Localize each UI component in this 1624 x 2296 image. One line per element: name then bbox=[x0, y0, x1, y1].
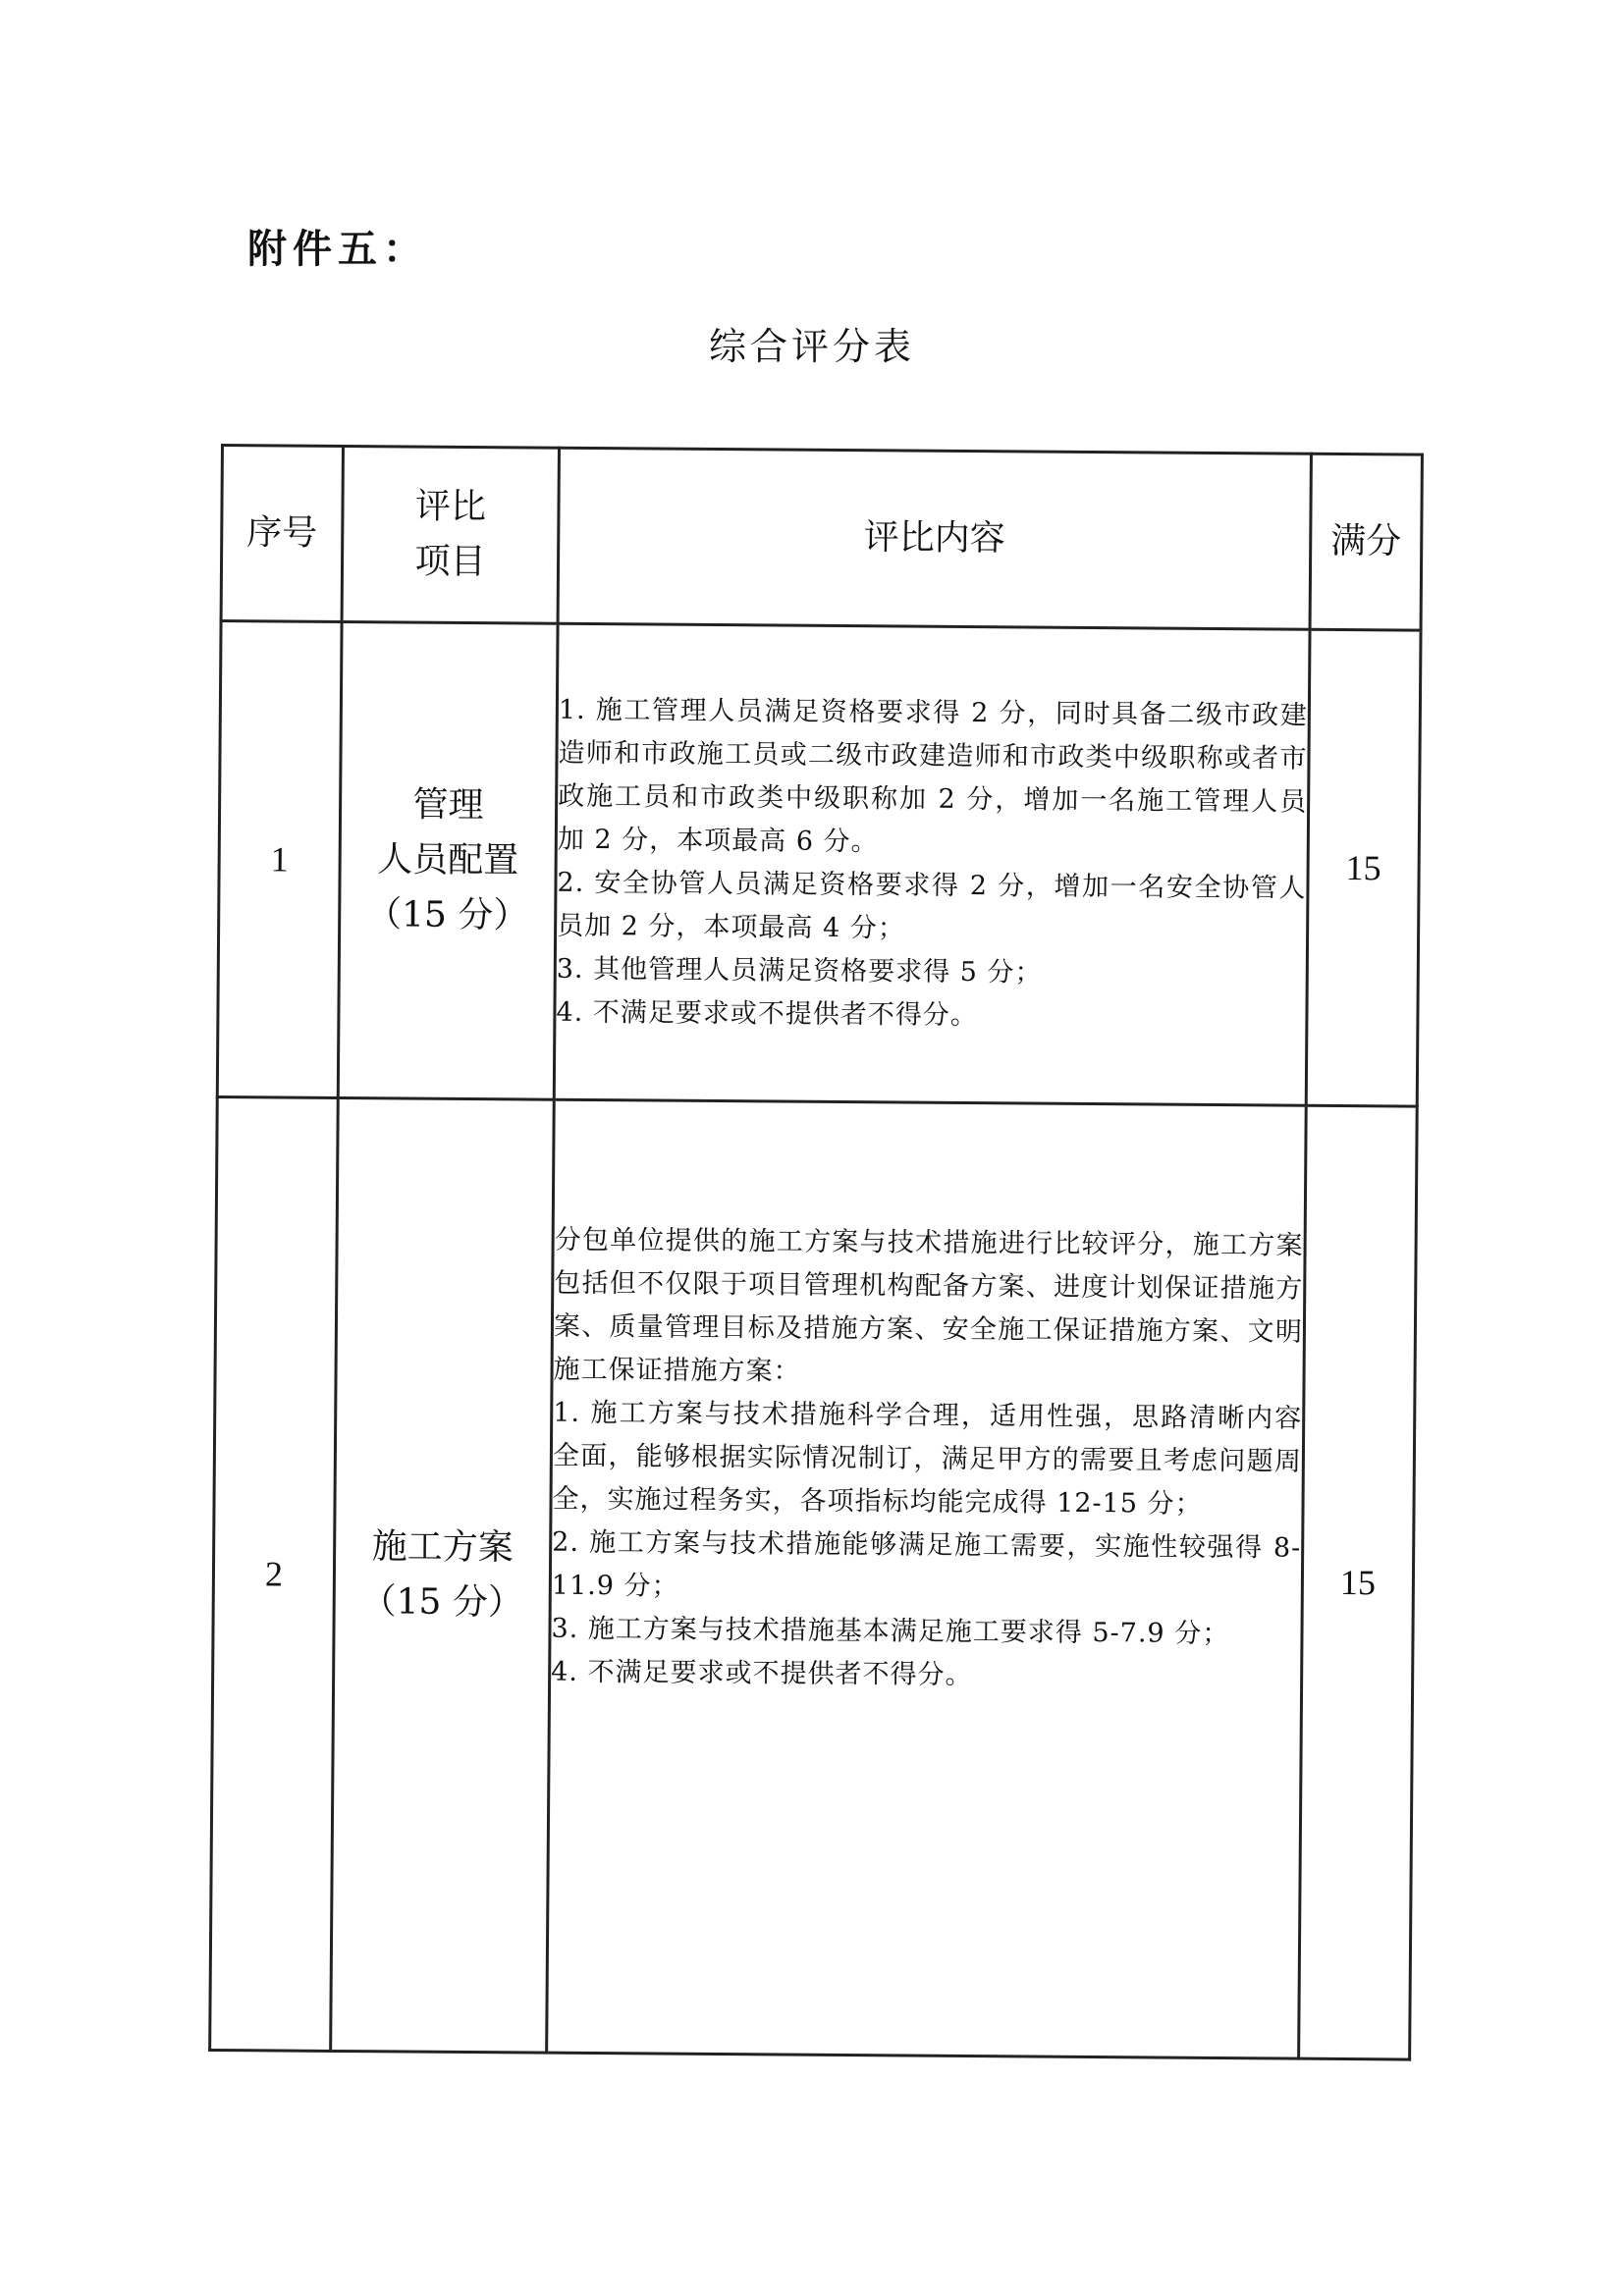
table-header bbox=[221, 446, 1422, 631]
row-item-line1: 管理 bbox=[412, 784, 484, 827]
header-full-score: 满分 bbox=[1310, 454, 1422, 630]
table-row bbox=[210, 1096, 1418, 2059]
header-item-line1: 评比 bbox=[414, 486, 487, 528]
attachment-label: 附件五： bbox=[247, 226, 428, 272]
content-paragraph: 1. 施工管理人员满足资格要求得 2 分，同时具备二级市政建造师和市政施工员或二级市政建造师和市政类中级职称或者市政施工员和市政类中级职称加 2 分，增加一名施工管理人员加 2 分，本项最高 6 分。 bbox=[557, 694, 1308, 858]
header-item bbox=[342, 446, 559, 623]
row-item-line3: （15 分） bbox=[365, 894, 529, 936]
header-index: 序号 bbox=[221, 446, 343, 622]
header-row bbox=[221, 446, 1422, 631]
row-full-score: 15 bbox=[1306, 629, 1421, 1106]
row-item-line2: （15 分） bbox=[360, 1581, 524, 1624]
header-item-line2: 项目 bbox=[414, 541, 486, 583]
content-paragraph: 3. 其他管理人员满足资格要求得 5 分； bbox=[556, 953, 1043, 988]
header-content: 评比内容 bbox=[558, 448, 1311, 629]
content-paragraph: 1. 施工方案与技术措施科学合理，适用性强，思路清晰内容全面，能够根据实际情况制订，满足甲方的需要且考虑问题周全，实施过程务实，各项指标均能完成得 12-15 分； bbox=[552, 1397, 1303, 1520]
content-paragraph: 2. 施工方案与技术措施能够满足施工需要，实施性较强得 8-11.9 分； bbox=[551, 1526, 1302, 1602]
row-content bbox=[547, 1099, 1307, 2058]
row-full-score: 15 bbox=[1299, 1105, 1418, 2059]
table-row bbox=[217, 621, 1421, 1107]
row-index: 1 bbox=[217, 621, 342, 1098]
content-paragraph: 4. 不满足要求或不提供者不得分。 bbox=[551, 1656, 973, 1691]
row-item-line2: 人员配置 bbox=[377, 839, 519, 881]
row-content bbox=[554, 623, 1310, 1105]
content-paragraph: 2. 安全协管人员满足资格要求得 2 分，增加一名安全协管人员加 2 分，本项最高 4 分； bbox=[557, 867, 1307, 944]
content-paragraph: 分包单位提供的施工方案与技术措施进行比较评分，施工方案包括但不仅限于项目管理机构配备方案、进度计划保证措施方案、质量管理目标及措施方案、安全施工保证措施方案、文明施工保证措施方案： bbox=[553, 1224, 1304, 1387]
row-index: 2 bbox=[210, 1096, 339, 2051]
content-paragraph: 3. 施工方案与技术措施基本满足施工要求得 5-7.9 分； bbox=[551, 1613, 1230, 1650]
row-item bbox=[331, 1097, 555, 2053]
scoring-table bbox=[208, 444, 1424, 2061]
row-item bbox=[338, 621, 558, 1099]
row-item-line1: 施工方案 bbox=[371, 1526, 514, 1569]
document-title: 综合评分表 bbox=[708, 325, 915, 368]
content-paragraph: 4. 不满足要求或不提供者不得分。 bbox=[556, 996, 978, 1032]
